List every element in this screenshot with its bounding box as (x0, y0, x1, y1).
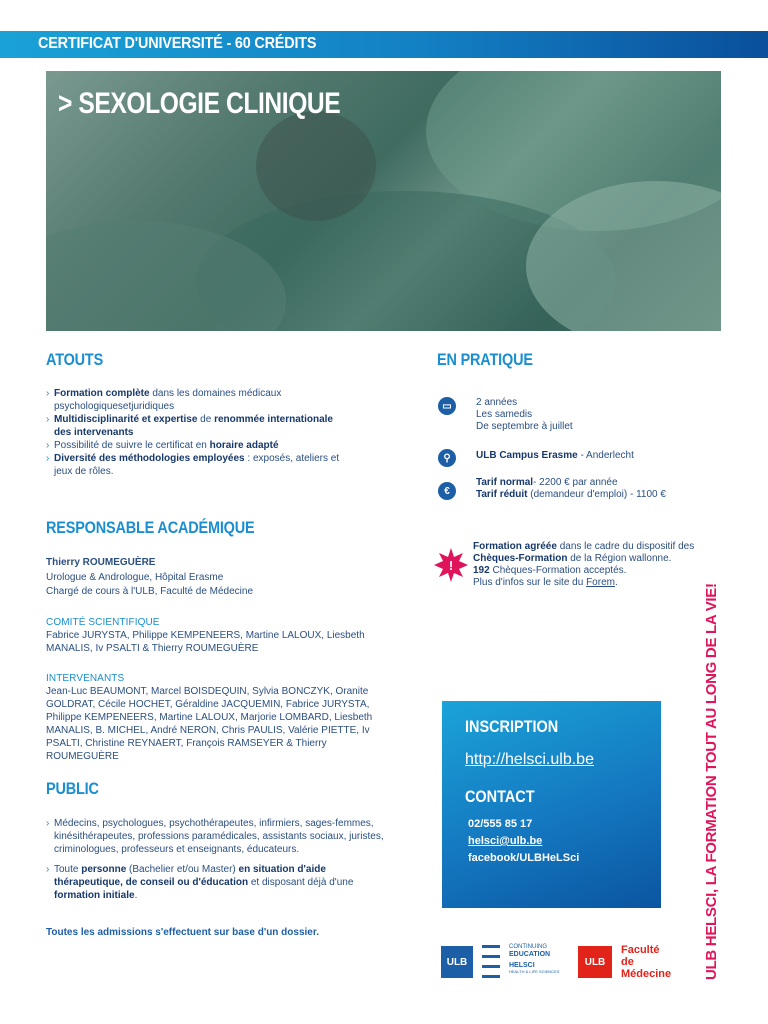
calendar-icon: ▭ (438, 397, 456, 415)
pratique-heading: EN PRATIQUE (437, 350, 533, 369)
list-item: › Formation complète dans les domaines médicaux psychologiquesetjuridiques (46, 387, 346, 413)
responsable-name: Thierry ROUMEGUÈRE (46, 557, 156, 568)
list-item: › Diversité des méthodologies employées : exposés, ateliers et jeux de rôles. (46, 452, 346, 478)
cheques-info: Formation agréée dans le cadre du dispositif des Chèques-Formation de la Région wallonne. 192 Chèques-Formation acceptés. Plus d'infos sur le site du Forem. (473, 541, 695, 588)
inscription-heading: INSCRIPTION (465, 717, 559, 736)
page-title: > SEXOLOGIE CLINIQUE (58, 87, 341, 120)
public-heading: PUBLIC (46, 779, 99, 798)
location-pin-icon: ⚲ (438, 449, 456, 467)
list-item: › Possibilité de suivre le certificat en horaire adapté (46, 439, 346, 452)
inscription-box (442, 701, 661, 908)
helsci-url-link[interactable]: http://helsci.ulb.be (465, 751, 594, 768)
schedule-info: 2 années Les samedis De septembre à juillet (476, 397, 573, 432)
comite-text: Fabrice JURYSTA, Philippe KEMPENEERS, Martine LALOUX, Liesbeth MANALIS, Iv PSALTI & Thierry ROUMEGUÈRE (46, 630, 365, 654)
responsable-role-2: Chargé de cours à l'ULB, Faculté de Médecine (46, 586, 254, 597)
continuing-education-logo-mark (482, 945, 500, 979)
euro-icon: € (438, 482, 456, 500)
forem-link[interactable]: Forem (586, 577, 615, 588)
ulb-logo: ULB (441, 946, 473, 978)
side-slogan: ULB HELSCI, LA FORMATION TOUT AU LONG DE LA VIE! (703, 583, 720, 980)
tarif-info: Tarif normal- 2200 € par année Tarif réduit (demandeur d'emploi) - 1100 € (476, 477, 666, 500)
foot-shadow (256, 111, 376, 221)
responsable-role-1: Urologue & Andrologue, Hôpital Erasme (46, 572, 224, 583)
alert-starburst-icon (434, 548, 468, 582)
intervenants-text: Jean-Luc BEAUMONT, Marcel BOISDEQUIN, Sylvia BONCZYK, Oranite GOLDRAT, Cécile HOCHET, Géraldine JACQUEMIN, Fabrice JURYSTA, Philippe KEMPENEERS, Martine LALOUX, Marjorie LOMBARD, Liesbeth MANALIS, B. MICHEL, André NERON, Chris PAULIS, Valérie PIETTE, Iv PSALTI, Christine REYNAERT, François RAMSEYER & Thierry ROUMEGUÈRE (46, 686, 373, 762)
public-list (46, 817, 386, 902)
list-item: › Multidisciplinarité et expertise de renommée internationale des intervenants (46, 413, 346, 439)
list-item: › Toute personne (Bachelier et/ou Master) en situation d'aide thérapeutique, de conseil ou d'éducation et disposant déjà d'une formation initiale. (46, 863, 386, 902)
email-link[interactable]: helsci@ulb.be (468, 835, 543, 847)
certificate-label: CERTIFICAT D'UNIVERSITÉ - 60 CRÉDITS (38, 35, 317, 52)
continuing-education-logo-text: CONTINUING EDUCATION HELSCI HEALTH & LIFE SCIENCES (509, 944, 560, 974)
contact-heading: CONTACT (465, 787, 535, 806)
hero-image (46, 71, 721, 331)
faculte-medecine-text: Faculté de Médecine (621, 944, 672, 980)
atouts-heading: ATOUTS (46, 350, 104, 369)
facebook-link[interactable]: facebook/ULBHeLSci (468, 852, 580, 864)
admissions-note: Toutes les admissions s'effectuent sur base d'un dossier. (46, 927, 319, 938)
top-banner (0, 31, 768, 58)
campus-info: ULB Campus Erasme - Anderlecht (476, 450, 634, 461)
list-item: › Médecins, psychologues, psychothérapeutes, infirmiers, sages-femmes, kinésithérapeutes, professions paramédicales, assistants sociaux, juristes, criminologues, professeurs et enseignants, éducateurs. (46, 817, 386, 856)
ulb-medecine-logo: ULB (578, 946, 612, 978)
phone-number[interactable]: 02/555 85 17 (468, 818, 533, 830)
intervenants-label: INTERVENANTS (46, 673, 125, 684)
responsable-heading: RESPONSABLE ACADÉMIQUE (46, 518, 255, 537)
atouts-list (46, 387, 346, 478)
comite-label: COMITÉ SCIENTIFIQUE (46, 617, 160, 628)
svg-text:!: ! (448, 558, 454, 573)
